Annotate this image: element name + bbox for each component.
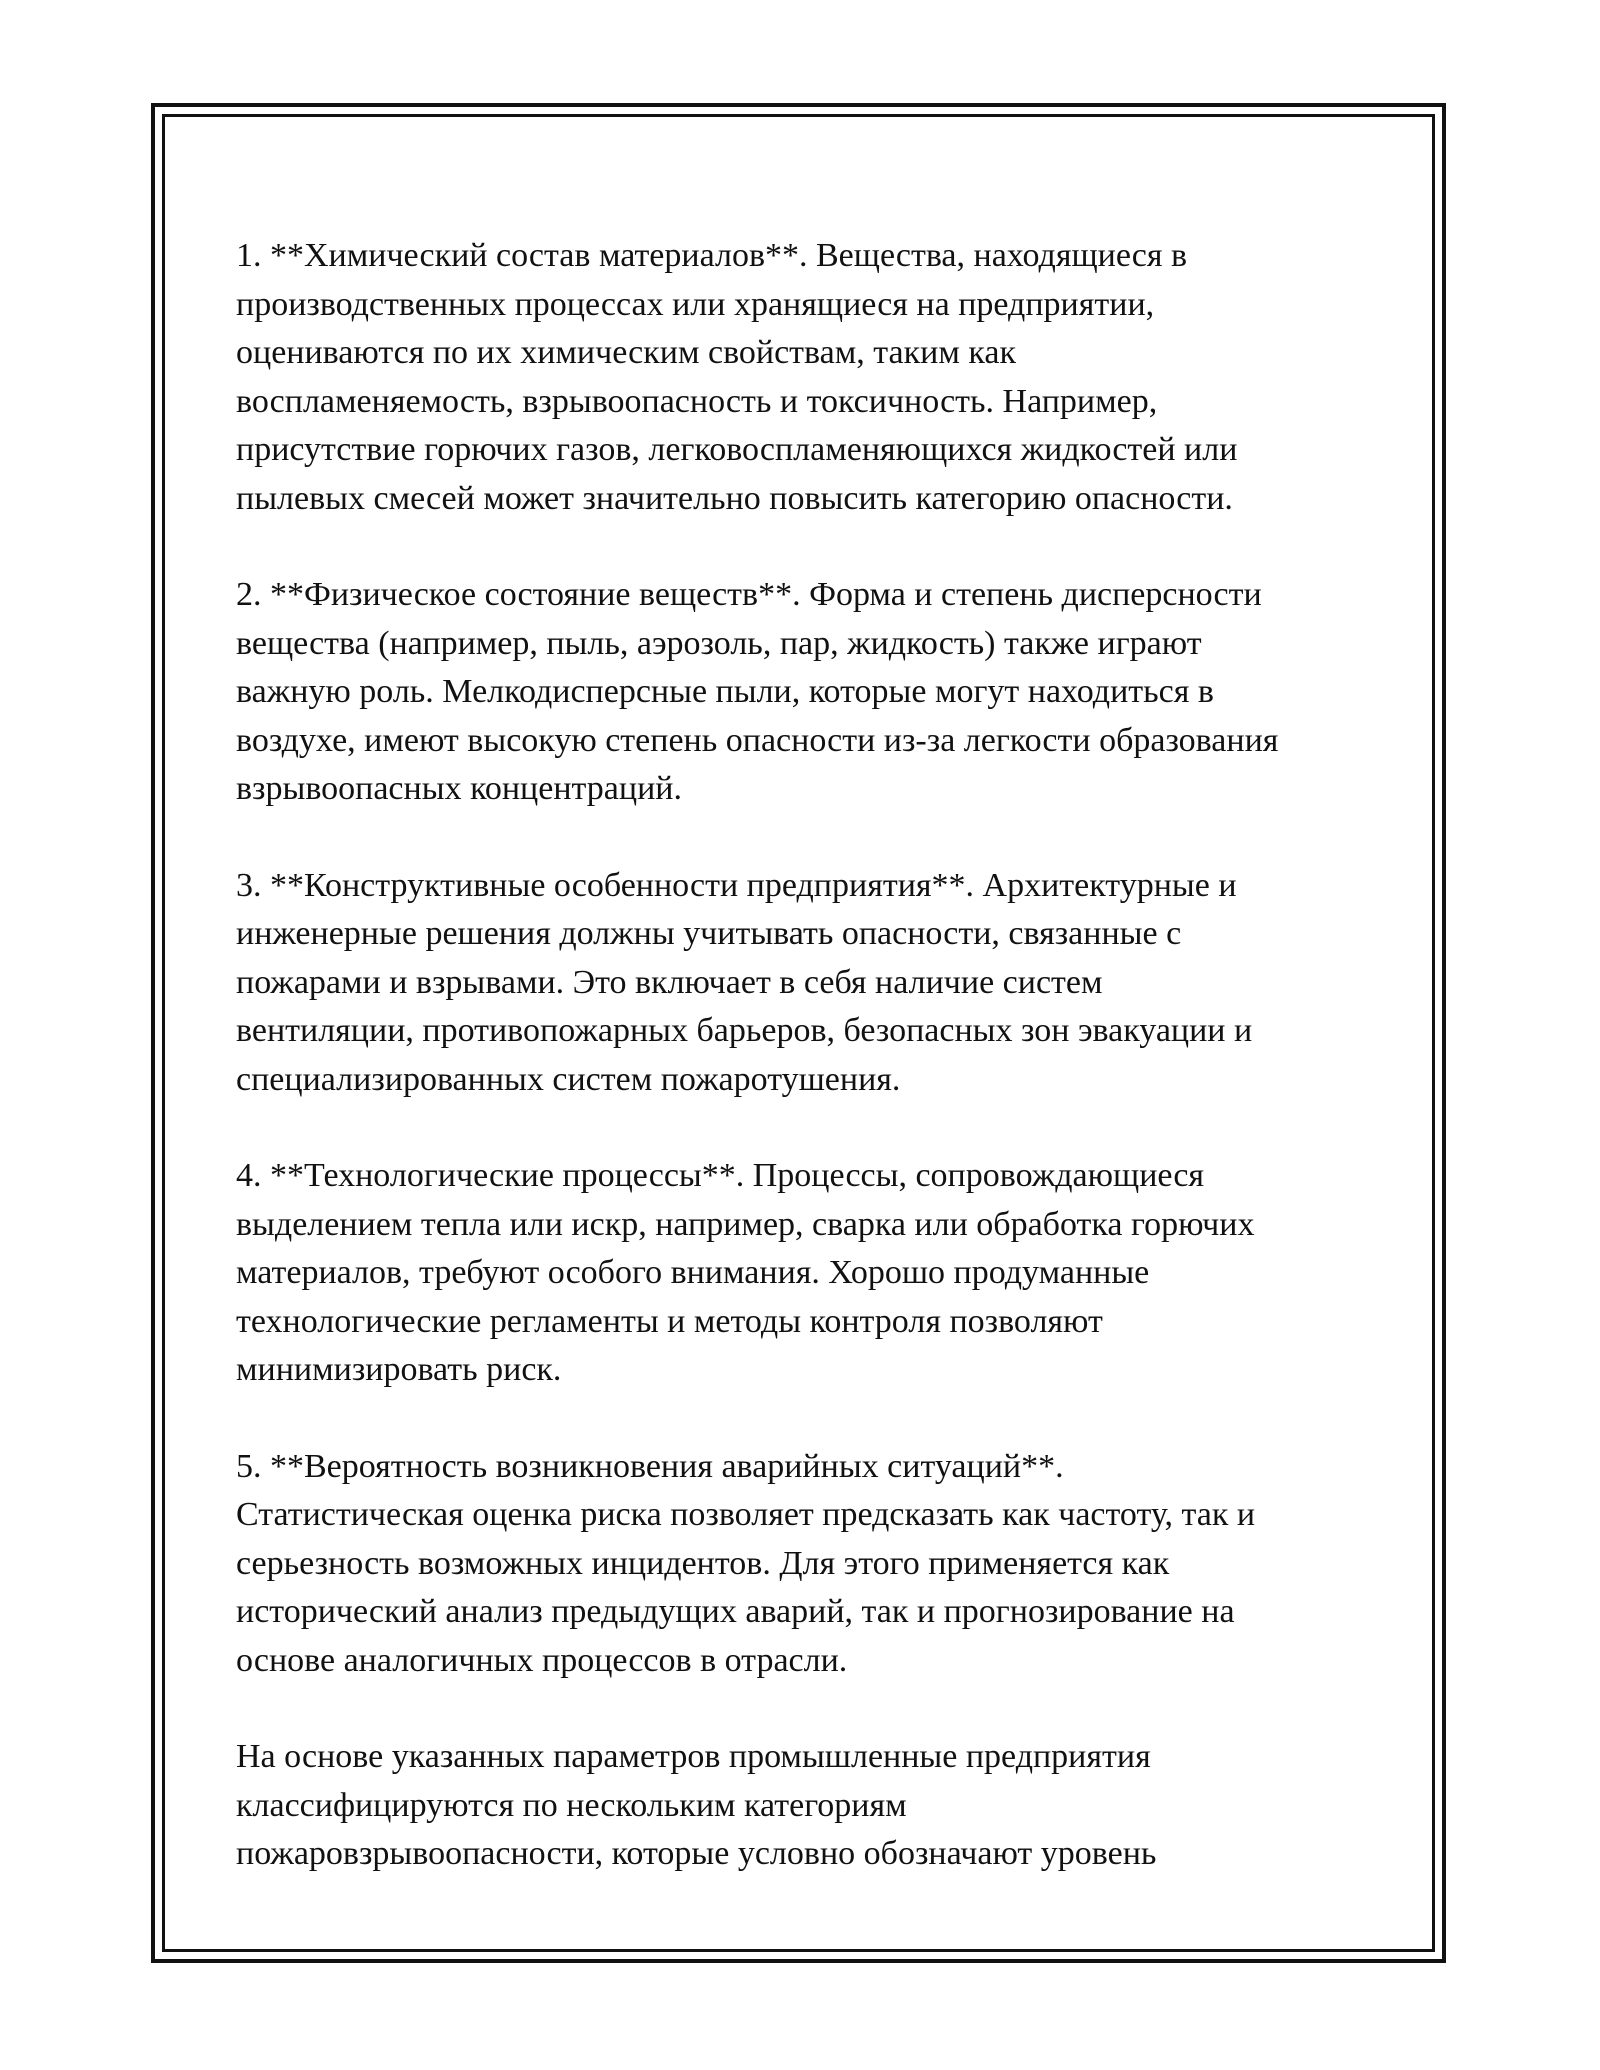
- paragraph-classification: [236, 1733, 1386, 1879]
- text-line: присутствие горючих газов, легковоспламеняющихся жидкостей или: [236, 431, 1238, 468]
- text-line: важную роль. Мелкодисперсные пыли, которые могут находиться в: [236, 673, 1214, 710]
- text-line: исторический анализ предыдущих аварий, так и прогнозирование на: [236, 1593, 1235, 1630]
- document-body: [236, 232, 1386, 1927]
- text-line: серьезность возможных инцидентов. Для этого применяется как: [236, 1544, 1170, 1582]
- text-line: вентиляции, противопожарных барьеров, безопасных зон эвакуации и: [236, 1012, 1253, 1049]
- text-line: выделением тепла или искр, например, сварка или обработка горючих: [236, 1205, 1255, 1243]
- text-line: воздухе, имеют высокую степень опасности из-за легкости образования: [236, 721, 1279, 759]
- text-line: 1. **Химический состав материалов**. Вещества, находящиеся в: [236, 237, 1188, 274]
- text-line: специализированных систем пожаротушения.: [236, 1060, 901, 1098]
- text-line: технологические регламенты и методы контроля позволяют: [236, 1302, 1103, 1340]
- paragraph-technological-processes: [236, 1152, 1386, 1395]
- text-line: Статистическая оценка риска позволяет предсказать как частоту, так и: [236, 1496, 1256, 1533]
- text-line: производственных процессах или хранящиеся на предприятии,: [236, 285, 1155, 323]
- text-line: 4. **Технологические процессы**. Процессы, сопровождающиеся: [236, 1157, 1205, 1194]
- text-line: материалов, требуют особого внимания. Хорошо продуманные: [236, 1254, 1150, 1291]
- text-line: 2. **Физическое состояние веществ**. Форма и степень дисперсности: [236, 576, 1262, 613]
- paragraph-chemical-composition: [236, 232, 1386, 523]
- text-line: 3. **Конструктивные особенности предприятия**. Архитектурные и: [236, 866, 1237, 904]
- text-line: классифицируются по нескольким категориям: [236, 1786, 907, 1824]
- text-line: минимизировать риск.: [236, 1351, 562, 1388]
- text-line: взрывоопасных концентраций.: [236, 770, 682, 807]
- paragraph-design-features: [236, 862, 1386, 1105]
- text-line: На основе указанных параметров промышленные предприятия: [236, 1738, 1151, 1775]
- text-line: основе аналогичных процессов в отрасли.: [236, 1641, 848, 1679]
- text-line: 5. **Вероятность возникновения аварийных ситуаций**.: [236, 1447, 1064, 1485]
- paragraph-physical-state: [236, 571, 1386, 814]
- text-line: пожарами и взрывами. Это включает в себя наличие систем: [236, 963, 1103, 1001]
- text-line: вещества (например, пыль, аэрозоль, пар, жидкость) также играют: [236, 624, 1202, 662]
- text-line: инженерные решения должны учитывать опасности, связанные с: [236, 915, 1182, 952]
- text-line: оцениваются по их химическим свойствам, таким как: [236, 334, 1016, 371]
- text-line: пожаровзрывоопасности, которые условно обозначают уровень: [236, 1835, 1157, 1872]
- paragraph-emergency-probability: [236, 1443, 1386, 1686]
- text-line: воспламеняемость, взрывоопасность и токсичность. Например,: [236, 382, 1158, 420]
- text-line: пылевых смесей может значительно повысить категорию опасности.: [236, 479, 1233, 517]
